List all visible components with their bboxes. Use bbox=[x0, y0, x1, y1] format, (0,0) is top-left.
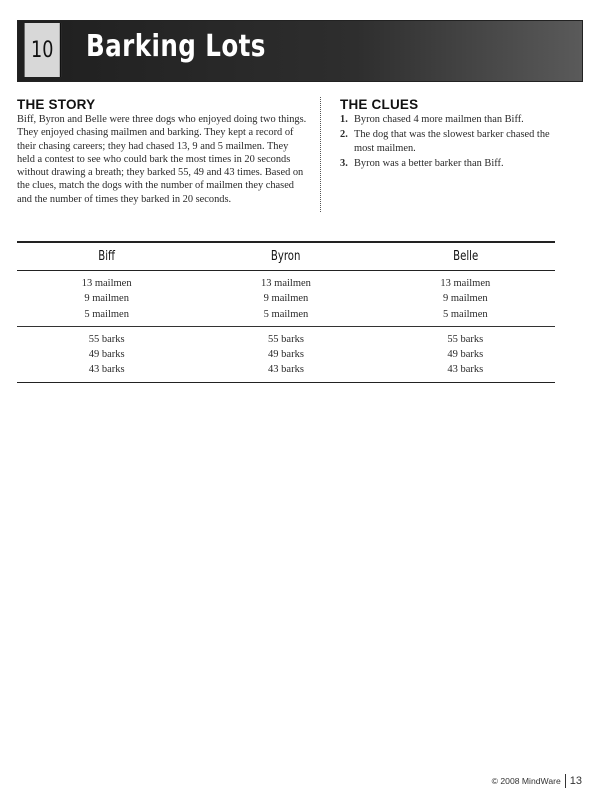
option-mailmen-9[interactable]: 9 mailmen bbox=[263, 293, 309, 305]
mailmen-options-belle bbox=[376, 276, 555, 322]
column-header-biff: Biff bbox=[98, 249, 116, 264]
page-number: 13 bbox=[569, 775, 582, 787]
clue-number: 3. bbox=[340, 157, 348, 169]
clue-text: Byron was a better barker than Biff. bbox=[354, 157, 504, 169]
option-mailmen-13[interactable]: 13 mailmen bbox=[81, 278, 132, 289]
clue-text: The dog that was the slowest barker chased the most mailmen. bbox=[354, 129, 550, 154]
option-barks-43[interactable]: 43 barks bbox=[88, 364, 125, 376]
mailmen-options-byron bbox=[196, 276, 375, 322]
option-barks-55[interactable]: 55 barks bbox=[88, 333, 125, 345]
story-section bbox=[17, 97, 307, 206]
story-text: Biff, Byron and Belle were three dogs who enjoyed doing two things. They enjoyed chasing mailmen and barking. They kept a record of their chasing careers; they had chased 13, 9 and 5 mailmen. They held a contest to see who could bark the most times in 20 seconds without drawing a breath; they barked 55, 49 and 43 times. Based on the clues, match the dogs with the number of mailmen they chased and the number of times they barked in 20 seconds. bbox=[17, 114, 307, 205]
column-header-byron: Byron bbox=[271, 249, 301, 264]
clues-section bbox=[340, 97, 570, 172]
clues-list bbox=[340, 113, 570, 170]
option-barks-49[interactable]: 49 barks bbox=[88, 349, 125, 361]
column-header-belle: Belle bbox=[452, 249, 478, 264]
puzzle-title: Barking Lots bbox=[86, 29, 266, 64]
mailmen-block bbox=[17, 271, 555, 326]
copyright: © 2008 MindWare bbox=[491, 776, 561, 786]
option-barks-43[interactable]: 43 barks bbox=[447, 364, 484, 376]
option-mailmen-5[interactable]: 5 mailmen bbox=[84, 308, 129, 320]
section-divider bbox=[320, 97, 321, 212]
clue-item bbox=[340, 128, 570, 155]
puzzle-number: 10 bbox=[25, 23, 62, 77]
option-mailmen-13[interactable]: 13 mailmen bbox=[261, 278, 311, 289]
clue-number: 2. bbox=[340, 129, 348, 141]
clues-title: THE CLUES bbox=[340, 97, 419, 112]
option-mailmen-13[interactable]: 13 mailmen bbox=[440, 278, 491, 289]
page-footer bbox=[450, 774, 582, 788]
clue-item bbox=[340, 157, 570, 170]
option-barks-55[interactable]: 55 barks bbox=[447, 333, 484, 345]
grid-header-row bbox=[17, 243, 555, 271]
option-mailmen-9[interactable]: 9 mailmen bbox=[84, 293, 129, 305]
option-barks-49[interactable]: 49 barks bbox=[268, 349, 304, 361]
option-barks-43[interactable]: 43 barks bbox=[268, 364, 304, 376]
option-mailmen-5[interactable]: 5 mailmen bbox=[443, 308, 488, 320]
clue-number: 1. bbox=[340, 114, 348, 125]
grid-bottom-rule bbox=[17, 382, 555, 383]
option-barks-55[interactable]: 55 barks bbox=[268, 333, 304, 345]
barks-options-belle bbox=[376, 332, 555, 378]
option-mailmen-9[interactable]: 9 mailmen bbox=[443, 293, 488, 305]
answer-grid bbox=[17, 241, 555, 383]
puzzle-header bbox=[17, 20, 583, 82]
story-title: THE STORY bbox=[17, 97, 96, 112]
barks-options-byron bbox=[196, 332, 375, 378]
clue-text: Byron chased 4 more mailmen than Biff. bbox=[354, 114, 524, 125]
barks-options-biff bbox=[17, 332, 196, 378]
clue-item bbox=[340, 113, 570, 126]
mailmen-options-biff bbox=[17, 276, 196, 322]
footer-separator bbox=[565, 774, 566, 788]
option-mailmen-5[interactable]: 5 mailmen bbox=[263, 308, 309, 320]
option-barks-49[interactable]: 49 barks bbox=[447, 349, 484, 361]
barks-block bbox=[17, 326, 555, 382]
